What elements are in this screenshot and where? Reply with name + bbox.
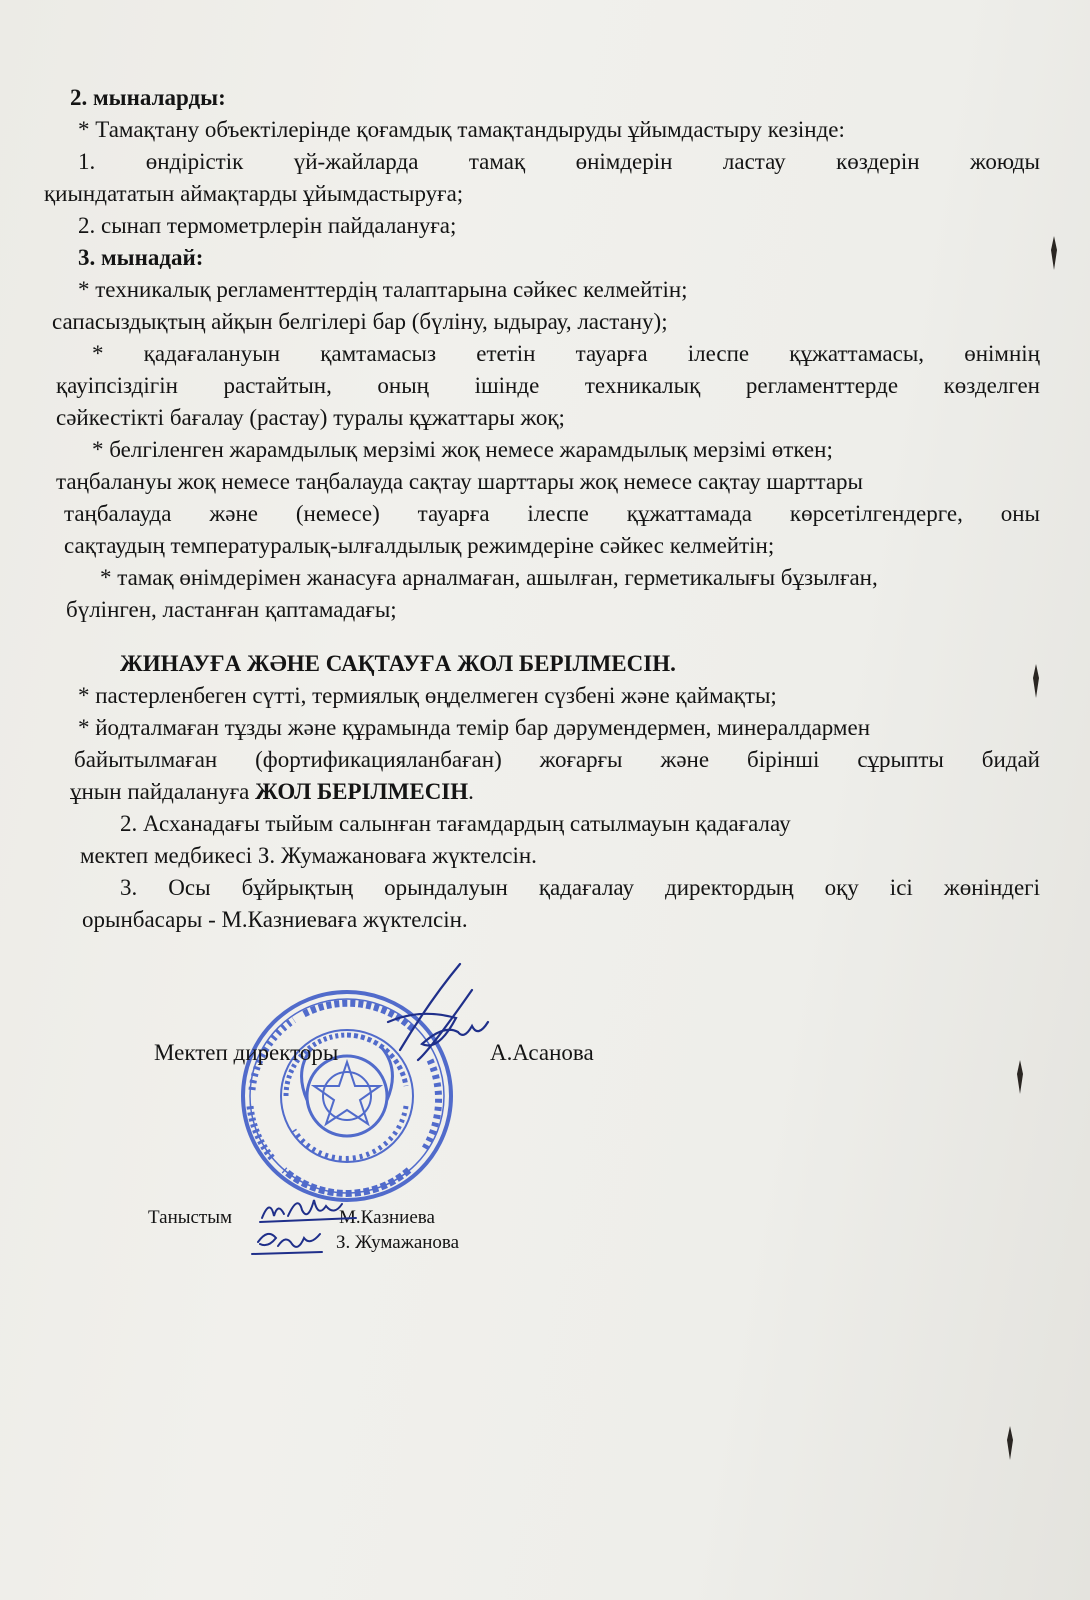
paragraph-line: 1. өндірістік үй-жайларда тамақ өнімдерін ластау көздерін жоюды [78, 149, 1040, 174]
signature-name: А.Асанова [490, 1040, 594, 1065]
binder-pin-icon [1006, 1426, 1014, 1460]
paragraph-line: байытылмаған (фортификацияланбаған) жоғарғы және бірінші сұрыпты бидай [74, 747, 1040, 772]
paragraph-line: сапасыздықтың айқын белгілері бар (бүліну, ыдырау, ластану); [52, 309, 668, 334]
paragraph-line: * қадағалануын қамтамасыз ететін тауарға ілеспе құжаттамасы, өнімнің [92, 341, 1040, 366]
paragraph-line: қауіпсіздігін растайтын, оның ішінде техникалық регламенттерде көзделген [56, 373, 1040, 398]
section-heading-3: 3. мынадай: [78, 245, 204, 270]
document-body [44, 82, 1040, 936]
prohibition-heading: ЖИНАУҒА ЖӘНЕ САҚТАУҒА ЖОЛ БЕРІЛМЕСІН. [120, 651, 676, 676]
paragraph-line: орынбасары - М.Казниеваға жүктелсін. [82, 907, 468, 932]
order-item-2: 2. Асханадағы тыйым салынған тағамдардың сатылмауын қадағалау [120, 811, 791, 836]
paragraph-text: . [468, 779, 474, 804]
paragraph-line: * тамақ өнімдерімен жанасуға арналмаған, ашылған, герметикалығы бұзылған, [100, 565, 878, 590]
paragraph-line: таңбалауда және (немесе) тауарға ілеспе құжаттамада көрсетілгендерге, оны [64, 501, 1040, 526]
paragraph-line [56, 776, 1040, 808]
paragraph-line: қиындататын аймақтарды ұйымдастыруға; [44, 181, 464, 206]
binder-pin-icon [1032, 664, 1040, 698]
paragraph-line: * пастерленбеген сүтті, термиялық өңделмеген сүзбені және қаймақты; [78, 683, 777, 708]
acknowledgement-name-1: М.Казниева [339, 1207, 435, 1228]
binder-pin-icon [1016, 1060, 1024, 1094]
paragraph-line: * йодталмаған тұзды және құрамында темір бар дәрумендермен, минералдармен [78, 715, 871, 740]
paragraph-text: ұнын пайдалануға [70, 779, 256, 804]
binder-pin-icon [1050, 236, 1058, 270]
paragraph-line: мектеп медбикесі З. Жумажановаға жүктелсін. [80, 843, 537, 868]
prohibition-emphasis: ЖОЛ БЕРІЛМЕСІН [255, 779, 469, 804]
signature-title: Мектеп директоры [154, 1040, 339, 1065]
paragraph-line: * техникалық регламенттердің талаптарына сәйкес келмейтін; [78, 277, 688, 302]
paragraph-line: бүлінген, ластанған қаптамадағы; [66, 597, 397, 622]
paragraph-line: таңбалануы жоқ немесе таңбалауда сақтау шарттары жоқ немесе сақтау шарттары [56, 469, 863, 494]
acknowledgement-signature-1-icon [256, 1192, 366, 1226]
acknowledgement-label: Таныстым [148, 1207, 233, 1228]
director-signature-icon [360, 960, 510, 1070]
paragraph-line: сәйкестікті бағалау (растау) туралы құжаттары жоқ; [56, 405, 565, 430]
paragraph-line: сақтаудың температуралық-ылғалдылық режимдеріне сәйкес келмейтін; [64, 533, 775, 558]
paragraph-line: * Тамақтану объектілерінде қоғамдық тамақтандыруды ұйымдастыру кезінде: [78, 117, 845, 142]
section-heading-2: 2. мыналарды: [70, 85, 226, 110]
spacer [56, 626, 1040, 648]
acknowledgement-name-2: З. Жумажанова [336, 1232, 460, 1253]
acknowledgement-signature-2-icon [250, 1224, 330, 1258]
paragraph-line: 2. сынап термометрлерін пайдалануға; [78, 213, 457, 238]
order-item-3: 3. Осы бұйрықтың орындалуын қадағалау директордың оқу ісі жөніндегі [120, 875, 1040, 900]
paragraph-line: * белгіленген жарамдылық мерзімі жоқ немесе жарамдылық мерзімі өткен; [92, 437, 833, 462]
